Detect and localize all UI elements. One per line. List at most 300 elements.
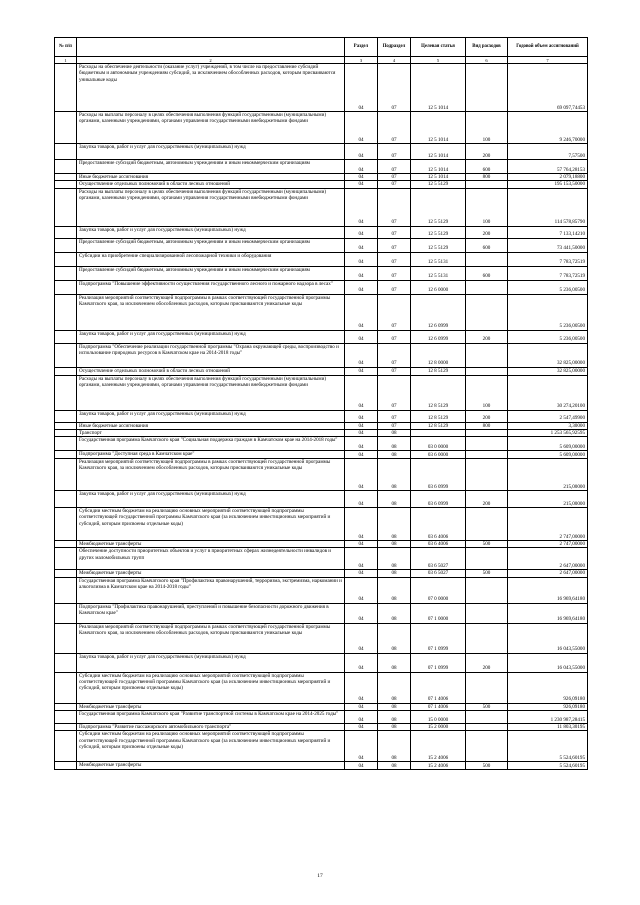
cell-name: Осуществление отдельных полномочий в области лесных отношений — [77, 181, 345, 188]
cell-target: 15 2 0000 — [411, 724, 466, 731]
cell-amount: 11 803,30195 — [508, 724, 588, 731]
cell-razdel: 04 — [345, 64, 378, 112]
cell-num — [55, 181, 77, 188]
table-row — [55, 160, 588, 174]
cell-vid: 200 — [466, 653, 508, 672]
cell-name: Предоставление субсидий бюджетным, автономным учреждениям и иным некоммерческим организациям — [77, 160, 345, 174]
cell-amount: 16 969,64180 — [508, 577, 588, 603]
cell-target: 12 8 5129 — [411, 367, 466, 375]
cell-razdel: 04 — [345, 238, 378, 252]
table-row — [55, 181, 588, 188]
table-row — [55, 603, 588, 623]
cell-amount: 2 647,00000 — [508, 548, 588, 570]
table-row — [55, 672, 588, 703]
cell-name: Иные бюджетные ассигнования — [77, 422, 345, 429]
cell-podrazdel: 08 — [378, 711, 411, 724]
cell-vid — [466, 672, 508, 703]
cell-amount: 5 609,00000 — [508, 451, 588, 459]
table-row — [55, 437, 588, 451]
cell-num — [55, 188, 77, 226]
cell-num — [55, 570, 77, 577]
cell-amount: 7 783,72519 — [508, 252, 588, 266]
table-row — [55, 266, 588, 280]
cell-num — [55, 508, 77, 541]
col-number: 4 — [378, 57, 411, 64]
table-row — [55, 653, 588, 672]
cell-amount: 2 079,18800 — [508, 174, 588, 181]
cell-razdel: 04 — [345, 375, 378, 410]
cell-razdel: 04 — [345, 181, 378, 188]
cell-target: 12 6 0999 — [411, 330, 466, 343]
cell-razdel: 04 — [345, 724, 378, 731]
table-row — [55, 724, 588, 731]
cell-razdel: 04 — [345, 731, 378, 762]
cell-razdel: 04 — [345, 437, 378, 451]
cell-num — [55, 112, 77, 144]
table-row — [55, 238, 588, 252]
cell-num — [55, 266, 77, 280]
cell-target: 07 1 4006 — [411, 703, 466, 710]
cell-podrazdel: 07 — [378, 410, 411, 422]
cell-razdel: 04 — [345, 144, 378, 160]
cell-vid — [466, 724, 508, 731]
cell-podrazdel: 08 — [378, 731, 411, 762]
cell-podrazdel: 08 — [378, 762, 411, 770]
header-amount: Годовой объем ассигнований — [508, 38, 588, 57]
cell-vid: 800 — [466, 422, 508, 429]
cell-name: Государственная программа Камчатского края "Развитие транспортной системы в Камчатском крае на 2014-2025 годы" — [77, 711, 345, 724]
cell-razdel: 04 — [345, 422, 378, 429]
cell-name: Реализация мероприятий соответствующей подпрограммы в рамках соответствующей государственной программы Камчатского края, за исключением обособленных расходов, которым присваиваются уникальные коды — [77, 459, 345, 491]
cell-amount: 5 609,00000 — [508, 437, 588, 451]
table-row — [55, 508, 588, 541]
table-row — [55, 459, 588, 491]
cell-amount: 73 441,50000 — [508, 238, 588, 252]
cell-podrazdel: 08 — [378, 541, 411, 548]
cell-vid: 500 — [466, 570, 508, 577]
cell-razdel: 04 — [345, 703, 378, 710]
cell-target: 03 6 0999 — [411, 491, 466, 508]
cell-name: Расходы на выплаты персоналу в целях обеспечения выполнения функций государственными (муниципальными) органами, казенными учреждениями, органами управления государственными внебюджетными фондами — [77, 112, 345, 144]
cell-target: 12 5 5129 — [411, 181, 466, 188]
cell-target: 03 0 0000 — [411, 437, 466, 451]
cell-name: Предоставление субсидий бюджетным, автономным учреждениям и иным некоммерческим организациям — [77, 266, 345, 280]
cell-razdel: 04 — [345, 174, 378, 181]
cell-amount: 2 647,00000 — [508, 570, 588, 577]
cell-vid: 500 — [466, 703, 508, 710]
cell-podrazdel: 08 — [378, 623, 411, 653]
cell-num — [55, 437, 77, 451]
cell-vid: 800 — [466, 174, 508, 181]
cell-vid: 200 — [466, 410, 508, 422]
cell-podrazdel: 08 — [378, 548, 411, 570]
cell-target: 12 5 5131 — [411, 266, 466, 280]
cell-podrazdel: 08 — [378, 451, 411, 459]
cell-name: Субсидии на приобретение специализированной лесопожарной техники и оборудования — [77, 252, 345, 266]
cell-name: Межбюджетные трансферты — [77, 762, 345, 770]
cell-name: Межбюджетные трансферты — [77, 541, 345, 548]
cell-name: Государственная программа Камчатского края "Социальная поддержка граждан в Камчатском крае на 2014-2018 годы" — [77, 437, 345, 451]
cell-name: Закупка товаров, работ и услуг для государственных (муниципальных) нужд — [77, 491, 345, 508]
cell-amount: 7 783,72519 — [508, 266, 588, 280]
cell-vid — [466, 343, 508, 367]
cell-vid — [466, 623, 508, 653]
cell-razdel: 04 — [345, 711, 378, 724]
cell-podrazdel: 07 — [378, 252, 411, 266]
cell-name: Реализация мероприятий соответствующей подпрограммы в рамках соответствующей государственной программы Камчатского края, за исключением обособленных расходов, которым присваиваются уникальные коды — [77, 623, 345, 653]
cell-target: 12 8 5129 — [411, 422, 466, 429]
cell-name: Субсидии местным бюджетам на реализацию основных мероприятий соответствующей подпрограммы соответствующей государственной программы Камчатского края (за исключением инвестиционных мероприятий и субсидий, которым присвоены отдельные коды) — [77, 672, 345, 703]
cell-vid — [466, 711, 508, 724]
cell-num — [55, 375, 77, 410]
table-row — [55, 703, 588, 710]
cell-num — [55, 711, 77, 724]
cell-podrazdel: 08 — [378, 724, 411, 731]
header-target: Целевая статья — [411, 38, 466, 57]
cell-razdel: 04 — [345, 762, 378, 770]
cell-amount: 16 969,64180 — [508, 603, 588, 623]
cell-num — [55, 429, 77, 436]
cell-podrazdel: 08 — [378, 508, 411, 541]
cell-vid — [466, 548, 508, 570]
cell-amount: 30 274,20100 — [508, 375, 588, 410]
cell-vid: 600 — [466, 238, 508, 252]
cell-name: Подпрограмма "Обеспечение реализации государственной программы "Охрана окружающей среды, воспроизводство и использование природных ресурсов в Камчатском крае на 2014-2018 годы" — [77, 343, 345, 367]
cell-num — [55, 280, 77, 294]
cell-amount: 5 524,60195 — [508, 731, 588, 762]
cell-target: 15 0 0000 — [411, 711, 466, 724]
cell-target: 07 1 0999 — [411, 623, 466, 653]
cell-podrazdel: 07 — [378, 64, 411, 112]
header-vid: Вид расходов — [466, 38, 508, 57]
cell-vid: 200 — [466, 144, 508, 160]
cell-num — [55, 548, 77, 570]
cell-target: 12 8 0000 — [411, 343, 466, 367]
col-number: 6 — [466, 57, 508, 64]
cell-vid: 200 — [466, 226, 508, 238]
cell-target: 12 5 5129 — [411, 226, 466, 238]
cell-name: Закупка товаров, работ и услуг для государственных (муниципальных) нужд — [77, 226, 345, 238]
table-row — [55, 252, 588, 266]
cell-podrazdel: 07 — [378, 144, 411, 160]
cell-amount: 2 547,49900 — [508, 410, 588, 422]
cell-vid: 600 — [466, 266, 508, 280]
cell-razdel: 04 — [345, 570, 378, 577]
cell-target: 07 1 0000 — [411, 603, 466, 623]
cell-amount: 926,09180 — [508, 672, 588, 703]
cell-amount: 2 747,00000 — [508, 541, 588, 548]
cell-razdel: 04 — [345, 226, 378, 238]
cell-vid: 600 — [466, 160, 508, 174]
cell-podrazdel: 08 — [378, 672, 411, 703]
cell-num — [55, 410, 77, 422]
cell-razdel: 04 — [345, 459, 378, 491]
cell-name: Реализация мероприятий соответствующей подпрограммы в рамках соответствующей государственной программы Камчатского края, за исключением обособленных расходов, которым присваиваются уникальные коды — [77, 294, 345, 330]
cell-amount: 32 825,00000 — [508, 343, 588, 367]
table-row — [55, 410, 588, 422]
cell-num — [55, 703, 77, 710]
cell-target: 12 5 5131 — [411, 252, 466, 266]
cell-razdel: 04 — [345, 541, 378, 548]
cell-vid: 500 — [466, 541, 508, 548]
cell-name: Межбюджетные трансферты — [77, 570, 345, 577]
cell-name: Подпрограмма "Профилактика правонарушений, преступлений и повышение безопасности дорожного движения в Камчатском крае" — [77, 603, 345, 623]
cell-podrazdel: 08 — [378, 429, 411, 436]
table-row — [55, 112, 588, 144]
budget-table — [54, 37, 588, 770]
cell-razdel: 04 — [345, 188, 378, 226]
cell-vid — [466, 577, 508, 603]
cell-amount: 1 253 565,92595 — [508, 429, 588, 436]
cell-target: 12 5 5129 — [411, 188, 466, 226]
cell-name: Подпрограмма "Доступная среда в Камчатском крае" — [77, 451, 345, 459]
cell-target: 07 0 0000 — [411, 577, 466, 603]
header-num: № п/п — [55, 38, 77, 57]
cell-vid: 200 — [466, 491, 508, 508]
cell-num — [55, 623, 77, 653]
cell-name: Субсидии местным бюджетам на реализацию основных мероприятий соответствующей подпрограммы соответствующей государственной программы Камчатского края (за исключением инвестиционных мероприятий и субсидий, которым присвоены отдельные коды) — [77, 508, 345, 541]
cell-vid — [466, 603, 508, 623]
cell-vid — [466, 731, 508, 762]
header-podrazdel: Подраздел — [378, 38, 411, 57]
cell-num — [55, 724, 77, 731]
cell-podrazdel: 08 — [378, 437, 411, 451]
table-row — [55, 451, 588, 459]
cell-num — [55, 343, 77, 367]
cell-name: Подпрограмма "Развитие пассажирского автомобильного транспорта" — [77, 724, 345, 731]
cell-vid: 100 — [466, 375, 508, 410]
cell-podrazdel: 07 — [378, 266, 411, 280]
cell-vid — [466, 294, 508, 330]
cell-amount: 5 236,00500 — [508, 294, 588, 330]
cell-target: 12 8 5129 — [411, 410, 466, 422]
cell-target: 12 5 1014 — [411, 174, 466, 181]
cell-razdel: 04 — [345, 160, 378, 174]
cell-razdel: 04 — [345, 343, 378, 367]
cell-podrazdel: 07 — [378, 375, 411, 410]
cell-name: Расходы на выплаты персоналу в целях обеспечения выполнения функций государственными (муниципальными) органами, казенными учреждениями, органами управления государственными внебюджетными фондами — [77, 375, 345, 410]
cell-razdel: 04 — [345, 280, 378, 294]
cell-podrazdel: 07 — [378, 343, 411, 367]
cell-razdel: 04 — [345, 672, 378, 703]
cell-num — [55, 160, 77, 174]
table-row — [55, 762, 588, 770]
cell-vid: 100 — [466, 188, 508, 226]
cell-target: 12 6 0000 — [411, 280, 466, 294]
cell-name: Подпрограмма "Повышение эффективности осуществления государственного лесного и пожарного надзора в лесах" — [77, 280, 345, 294]
cell-target: 07 1 4006 — [411, 672, 466, 703]
cell-razdel: 04 — [345, 367, 378, 375]
cell-target: 12 8 5129 — [411, 375, 466, 410]
cell-name: Предоставление субсидий бюджетным, автономным учреждениям и иным некоммерческим организациям — [77, 238, 345, 252]
cell-amount: 16 043,55000 — [508, 653, 588, 672]
cell-target: 12 5 1014 — [411, 144, 466, 160]
table-row — [55, 343, 588, 367]
cell-amount: 32 825,00000 — [508, 367, 588, 375]
cell-podrazdel: 07 — [378, 174, 411, 181]
table-row — [55, 548, 588, 570]
cell-num — [55, 238, 77, 252]
cell-target: 15 2 4006 — [411, 731, 466, 762]
cell-name: Осуществление отдельных полномочий в области лесных отношений — [77, 367, 345, 375]
cell-vid: 200 — [466, 330, 508, 343]
cell-podrazdel: 08 — [378, 703, 411, 710]
cell-podrazdel: 08 — [378, 570, 411, 577]
table-row — [55, 731, 588, 762]
table-row — [55, 541, 588, 548]
cell-vid — [466, 252, 508, 266]
cell-podrazdel: 08 — [378, 577, 411, 603]
table-row — [55, 623, 588, 653]
cell-podrazdel: 07 — [378, 280, 411, 294]
cell-razdel: 04 — [345, 330, 378, 343]
cell-target — [411, 429, 466, 436]
table-header-row — [55, 38, 588, 57]
cell-amount: 3,30000 — [508, 422, 588, 429]
cell-amount: 5 524,60195 — [508, 762, 588, 770]
cell-target: 12 5 1014 — [411, 112, 466, 144]
cell-name: Государственная программа Камчатского края "Профилактика правонарушений, терроризма, экстремизма, наркомании и алкоголизма в Камчатском крае на 2014-2018 годы" — [77, 577, 345, 603]
cell-podrazdel: 07 — [378, 188, 411, 226]
cell-num — [55, 451, 77, 459]
cell-num — [55, 491, 77, 508]
cell-razdel: 04 — [345, 653, 378, 672]
cell-num — [55, 541, 77, 548]
table-row — [55, 188, 588, 226]
cell-podrazdel: 07 — [378, 330, 411, 343]
cell-num — [55, 252, 77, 266]
cell-podrazdel: 07 — [378, 422, 411, 429]
cell-target: 12 5 1014 — [411, 64, 466, 112]
table-row — [55, 577, 588, 603]
header-name — [77, 38, 345, 57]
cell-razdel: 04 — [345, 252, 378, 266]
cell-name: Расходы на обеспечение деятельности (оказание услуг) учреждений, в том числе на предоставление субсидий бюджетным и автономным учреждениям субсидий, за исключением обособленных расходов, которым присваиваются уникальные коды — [77, 64, 345, 112]
cell-name: Иные бюджетные ассигнования — [77, 174, 345, 181]
cell-name: Закупка товаров, работ и услуг для государственных (муниципальных) нужд — [77, 410, 345, 422]
cell-target: 07 1 0999 — [411, 653, 466, 672]
cell-target: 03 6 5027 — [411, 570, 466, 577]
cell-amount: 16 043,55000 — [508, 623, 588, 653]
cell-razdel: 04 — [345, 294, 378, 330]
cell-amount: 114 578,85790 — [508, 188, 588, 226]
cell-num — [55, 294, 77, 330]
cell-podrazdel: 07 — [378, 160, 411, 174]
col-number: 1 — [55, 57, 77, 64]
cell-num — [55, 577, 77, 603]
cell-name: Закупка товаров, работ и услуг для государственных (муниципальных) нужд — [77, 653, 345, 672]
cell-podrazdel: 08 — [378, 459, 411, 491]
cell-num — [55, 653, 77, 672]
cell-target: 03 6 4006 — [411, 508, 466, 541]
cell-podrazdel: 08 — [378, 491, 411, 508]
cell-amount: 215,00000 — [508, 459, 588, 491]
table-row — [55, 174, 588, 181]
cell-razdel: 04 — [345, 491, 378, 508]
cell-num — [55, 174, 77, 181]
cell-target: 15 2 4006 — [411, 762, 466, 770]
cell-razdel: 04 — [345, 603, 378, 623]
cell-razdel: 04 — [345, 508, 378, 541]
cell-vid: 500 — [466, 762, 508, 770]
cell-target: 03 6 0999 — [411, 459, 466, 491]
cell-razdel: 04 — [345, 429, 378, 436]
table-row — [55, 367, 588, 375]
table-row — [55, 64, 588, 112]
cell-razdel: 04 — [345, 410, 378, 422]
cell-name: Обеспечение доступности приоритетных объектов и услуг в приоритетных сферах жизнедеятельности инвалидов и других маломобильных групп — [77, 548, 345, 570]
column-number-row — [55, 57, 588, 64]
cell-podrazdel: 07 — [378, 226, 411, 238]
cell-vid — [466, 64, 508, 112]
cell-podrazdel: 07 — [378, 112, 411, 144]
table-row — [55, 294, 588, 330]
col-number: 7 — [508, 57, 588, 64]
cell-num — [55, 144, 77, 160]
cell-podrazdel: 07 — [378, 238, 411, 252]
cell-name: Закупка товаров, работ и услуг для государственных (муниципальных) нужд — [77, 144, 345, 160]
cell-target: 03 6 4006 — [411, 541, 466, 548]
table-row — [55, 330, 588, 343]
cell-amount: 2 747,00000 — [508, 508, 588, 541]
table-row — [55, 429, 588, 436]
cell-num — [55, 64, 77, 112]
cell-amount: 5 236,00500 — [508, 330, 588, 343]
cell-num — [55, 731, 77, 762]
table-row — [55, 280, 588, 294]
cell-target: 03 6 0000 — [411, 451, 466, 459]
header-razdel: Раздел — [345, 38, 378, 57]
cell-razdel: 04 — [345, 577, 378, 603]
cell-podrazdel: 08 — [378, 603, 411, 623]
cell-amount: 69 097,74453 — [508, 64, 588, 112]
cell-num — [55, 459, 77, 491]
cell-podrazdel: 07 — [378, 294, 411, 330]
table-row — [55, 144, 588, 160]
cell-target: 12 5 5129 — [411, 238, 466, 252]
cell-num — [55, 330, 77, 343]
cell-vid — [466, 429, 508, 436]
cell-num — [55, 672, 77, 703]
table-row — [55, 422, 588, 429]
cell-amount: 5 236,00500 — [508, 280, 588, 294]
cell-razdel: 04 — [345, 451, 378, 459]
cell-vid — [466, 181, 508, 188]
table-row — [55, 711, 588, 724]
cell-name: Расходы на выплаты персоналу в целях обеспечения выполнения функций государственными (муниципальными) органами, казенными учреждениями, органами управления государственными внебюджетными фондами — [77, 188, 345, 226]
cell-target: 03 6 5027 — [411, 548, 466, 570]
cell-num — [55, 226, 77, 238]
cell-name: Межбюджетные трансферты — [77, 703, 345, 710]
col-number: 5 — [411, 57, 466, 64]
page-number: 17 — [317, 873, 323, 879]
cell-num — [55, 603, 77, 623]
col-number: 2 — [77, 57, 345, 64]
cell-target: 12 6 0999 — [411, 294, 466, 330]
table-row — [55, 491, 588, 508]
cell-vid — [466, 367, 508, 375]
table-row — [55, 226, 588, 238]
cell-amount: 1 230 987,28415 — [508, 711, 588, 724]
cell-vid — [466, 508, 508, 541]
col-number: 3 — [345, 57, 378, 64]
cell-podrazdel: 07 — [378, 367, 411, 375]
cell-amount: 215,00000 — [508, 491, 588, 508]
cell-vid — [466, 459, 508, 491]
cell-name: Закупка товаров, работ и услуг для государственных (муниципальных) нужд — [77, 330, 345, 343]
cell-razdel: 04 — [345, 112, 378, 144]
cell-vid — [466, 451, 508, 459]
